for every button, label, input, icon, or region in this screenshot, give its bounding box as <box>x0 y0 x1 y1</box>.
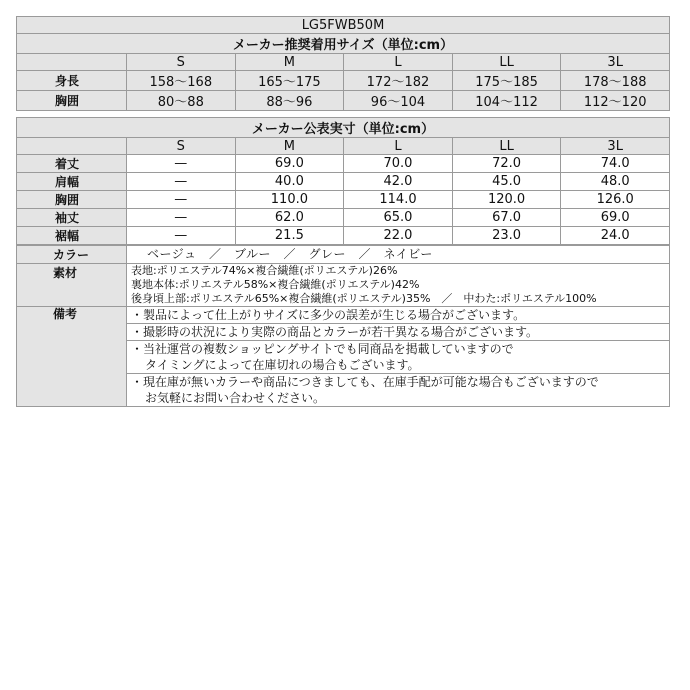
size-header: 3L <box>561 138 670 155</box>
product-code: LG5FWB50M <box>17 17 670 34</box>
value-cell: 110.0 <box>235 191 344 209</box>
value-cell: 65.0 <box>344 209 453 227</box>
note-text: ・当社運営の複数ショッピングサイトでも同商品を掲載していますので <box>131 342 514 356</box>
row-label-hem: 裾幅 <box>17 227 127 245</box>
table-row <box>17 155 670 173</box>
notes-label: 備考 <box>17 307 127 407</box>
value-cell: 80〜88 <box>127 91 236 111</box>
note-text: ・撮影時の状況により実際の商品とカラーが若干異なる場合がございます。 <box>131 325 539 339</box>
table-row <box>17 71 670 91</box>
value-cell: 62.0 <box>235 209 344 227</box>
row-label-sleeve: 袖丈 <box>17 209 127 227</box>
value-cell: 48.0 <box>561 173 670 191</box>
size-header: 3L <box>561 54 670 71</box>
size-header: S <box>127 138 236 155</box>
note-item <box>127 374 670 407</box>
size-header: L <box>344 54 453 71</box>
measured-size-title: メーカー公表実寸（単位:cm） <box>17 118 670 138</box>
size-header: S <box>127 54 236 71</box>
value-cell: — <box>127 173 236 191</box>
value-cell: — <box>127 155 236 173</box>
material-value-cell <box>127 264 670 307</box>
value-cell: 22.0 <box>344 227 453 245</box>
color-label: カラー <box>17 246 127 264</box>
value-cell: 72.0 <box>452 155 561 173</box>
recommended-size-table <box>16 16 670 111</box>
product-info-table <box>16 245 670 407</box>
row-label-length: 着丈 <box>17 155 127 173</box>
note-text: ・現在庫が無いカラーや商品につきましても、在庫手配が可能な場合もございますので <box>131 375 599 389</box>
color-value-cell <box>127 246 670 264</box>
row-label-shoulder: 肩幅 <box>17 173 127 191</box>
value-cell: 69.0 <box>235 155 344 173</box>
value-cell: 45.0 <box>452 173 561 191</box>
value-cell: 69.0 <box>561 209 670 227</box>
value-cell: 70.0 <box>344 155 453 173</box>
value-cell: 21.5 <box>235 227 344 245</box>
table-row <box>17 91 670 111</box>
value-cell: 158〜168 <box>127 71 236 91</box>
size-header: M <box>235 54 344 71</box>
note-text: タイミングによって在庫切れの場合もございます。 <box>145 358 420 372</box>
row-label-height: 身長 <box>17 71 127 91</box>
material-line: 表地:ポリエステル74%×複合繊維(ポリエステル)26% <box>131 264 398 277</box>
value-cell: 74.0 <box>561 155 670 173</box>
table-row <box>17 227 670 245</box>
value-cell: 172〜182 <box>344 71 453 91</box>
value-cell: 67.0 <box>452 209 561 227</box>
material-label: 素材 <box>17 264 127 307</box>
material-line: 裏地本体:ポリエステル58%×複合繊維(ポリエステル)42% <box>131 278 420 291</box>
value-cell: 24.0 <box>561 227 670 245</box>
material-line: 後身頃上部:ポリエステル65%×複合繊維(ポリエステル)35% ／ 中わた:ポリエステル100% <box>131 292 597 305</box>
note-item <box>127 341 670 374</box>
value-cell: 96〜104 <box>344 91 453 111</box>
note-item <box>127 324 670 341</box>
size-header: LL <box>452 54 561 71</box>
value-cell: 40.0 <box>235 173 344 191</box>
measured-size-table <box>16 117 670 245</box>
table-row <box>17 209 670 227</box>
value-cell: 42.0 <box>344 173 453 191</box>
size-header: L <box>344 138 453 155</box>
corner-cell <box>17 54 127 71</box>
table-row <box>17 191 670 209</box>
value-cell: — <box>127 209 236 227</box>
size-header: M <box>235 138 344 155</box>
value-cell: 120.0 <box>452 191 561 209</box>
value-cell: 88〜96 <box>235 91 344 111</box>
value-cell: — <box>127 191 236 209</box>
value-cell: 104〜112 <box>452 91 561 111</box>
size-header: LL <box>452 138 561 155</box>
note-text: お気軽にお問い合わせください。 <box>145 391 326 405</box>
value-cell: 165〜175 <box>235 71 344 91</box>
corner-cell <box>17 138 127 155</box>
row-label-chest: 胸囲 <box>17 191 127 209</box>
value-cell: 175〜185 <box>452 71 561 91</box>
color-value: ベージュ ／ ブルー ／ グレー ／ ネイビー <box>147 247 433 261</box>
value-cell: 178〜188 <box>561 71 670 91</box>
value-cell: 114.0 <box>344 191 453 209</box>
value-cell: 112〜120 <box>561 91 670 111</box>
value-cell: 23.0 <box>452 227 561 245</box>
note-text: ・製品によって仕上がりサイズに多少の誤差が生じる場合がございます。 <box>131 308 526 322</box>
note-item <box>127 307 670 324</box>
value-cell: — <box>127 227 236 245</box>
recommended-size-title: メーカー推奨着用サイズ（単位:cm） <box>17 34 670 54</box>
table-row <box>17 173 670 191</box>
row-label-chest: 胸囲 <box>17 91 127 111</box>
value-cell: 126.0 <box>561 191 670 209</box>
